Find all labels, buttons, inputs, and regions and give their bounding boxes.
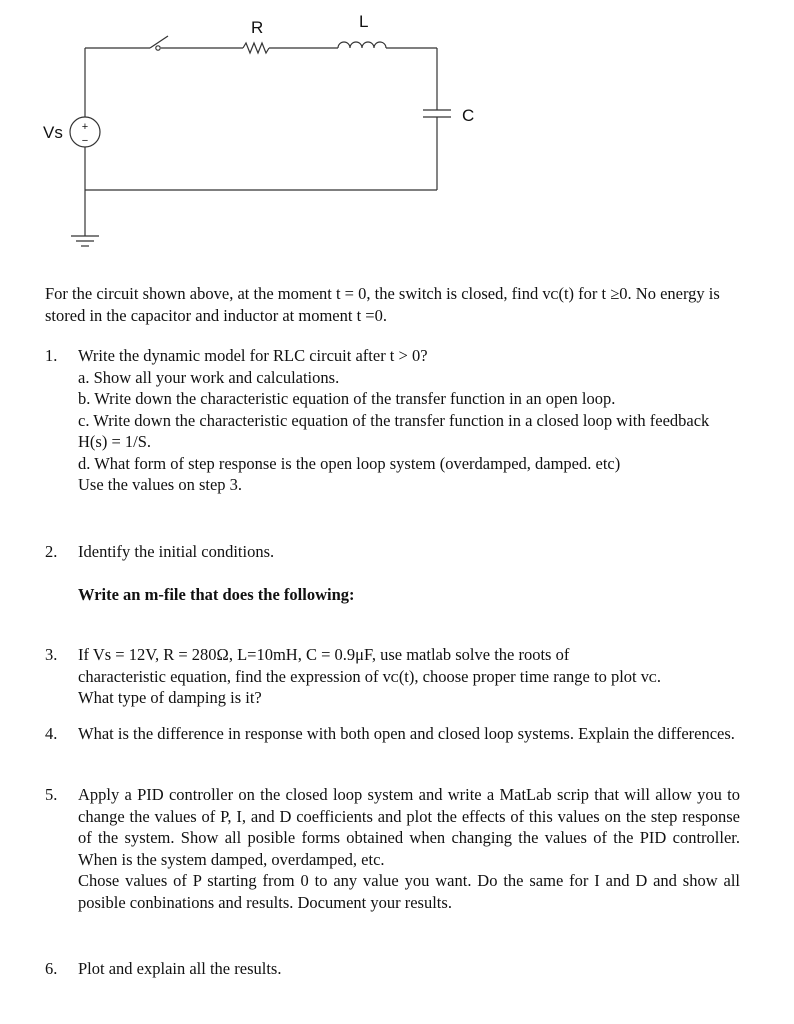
q5-paragraph-2: Chose values of P starting from 0 to any value you want. Do the same for I and D and show all posible conbinations and results. Document your results. <box>78 871 740 912</box>
q4-number: 4. <box>45 724 58 743</box>
q5-block <box>78 784 740 913</box>
q1-part-c: c. Write down the characteristic equation of the transfer function in a closed loop with feedback H(s) = 1/S. <box>78 410 710 451</box>
q1-block <box>78 345 740 496</box>
q5-number: 5. <box>45 785 58 804</box>
q1-part-d: d. What form of step response is the open loop system (overdamped, damped. etc) <box>78 453 621 473</box>
q5-paragraph-1: Apply a PID controller on the closed loop system and write a MatLab scrip that will allow you to change the values of P, I, and D coefficients and plot the effects of this values on the step response of the system. Show all posible forms obtained when changing the values of the PID controller. When is the system damped, overdamped, etc. <box>78 785 740 869</box>
inductor-symbol <box>338 42 386 48</box>
q3-line2: characteristic equation, find the expression of vᴄ(t), choose proper time range to plot vᴄ. <box>78 666 662 686</box>
source-label: Vs <box>43 123 63 142</box>
mfile-heading: Write an m-file that does the following: <box>78 585 355 604</box>
q1-part-d-note: Use the values on step 3. <box>78 475 243 494</box>
q6-text: Plot and explain all the results. <box>78 959 282 978</box>
rlc-circuit-diagram <box>0 0 794 260</box>
q1-part-b: b. Write down the characteristic equation of the transfer function in an open loop. <box>78 389 616 408</box>
switch-contact <box>156 46 160 50</box>
q1-number: 1. <box>45 346 58 365</box>
q1-part-a: a. Show all your work and calculations. <box>78 367 340 387</box>
source-minus-sign: − <box>81 135 89 147</box>
capacitor-label: C <box>462 106 475 125</box>
q6-number: 6. <box>45 959 58 978</box>
problem-intro: For the circuit shown above, at the moment t = 0, the switch is closed, find vᴄ(t) for t ≥0. No energy is stored in the capacitor and inductor at moment t =0. <box>45 284 720 325</box>
q3-line3: What type of damping is it? <box>78 688 262 707</box>
q1-title: Write the dynamic model for RLC circuit after t > 0? <box>78 346 428 365</box>
q2-number: 2. <box>45 542 58 561</box>
resistor-label: R <box>251 18 264 37</box>
q2-text: Identify the initial conditions. <box>78 542 275 561</box>
source-plus-sign: + <box>81 121 89 133</box>
q3-line1: If Vs = 12V, R = 280Ω, L=10mH, C = 0.9μF, use matlab solve the roots of <box>78 645 570 664</box>
resistor-symbol <box>243 43 269 53</box>
q3-number: 3. <box>45 645 58 664</box>
q4-text: What is the difference in response with both open and closed loop systems. Explain the differences. <box>78 724 735 743</box>
q3-block <box>78 644 740 709</box>
inductor-label: L <box>359 12 369 31</box>
